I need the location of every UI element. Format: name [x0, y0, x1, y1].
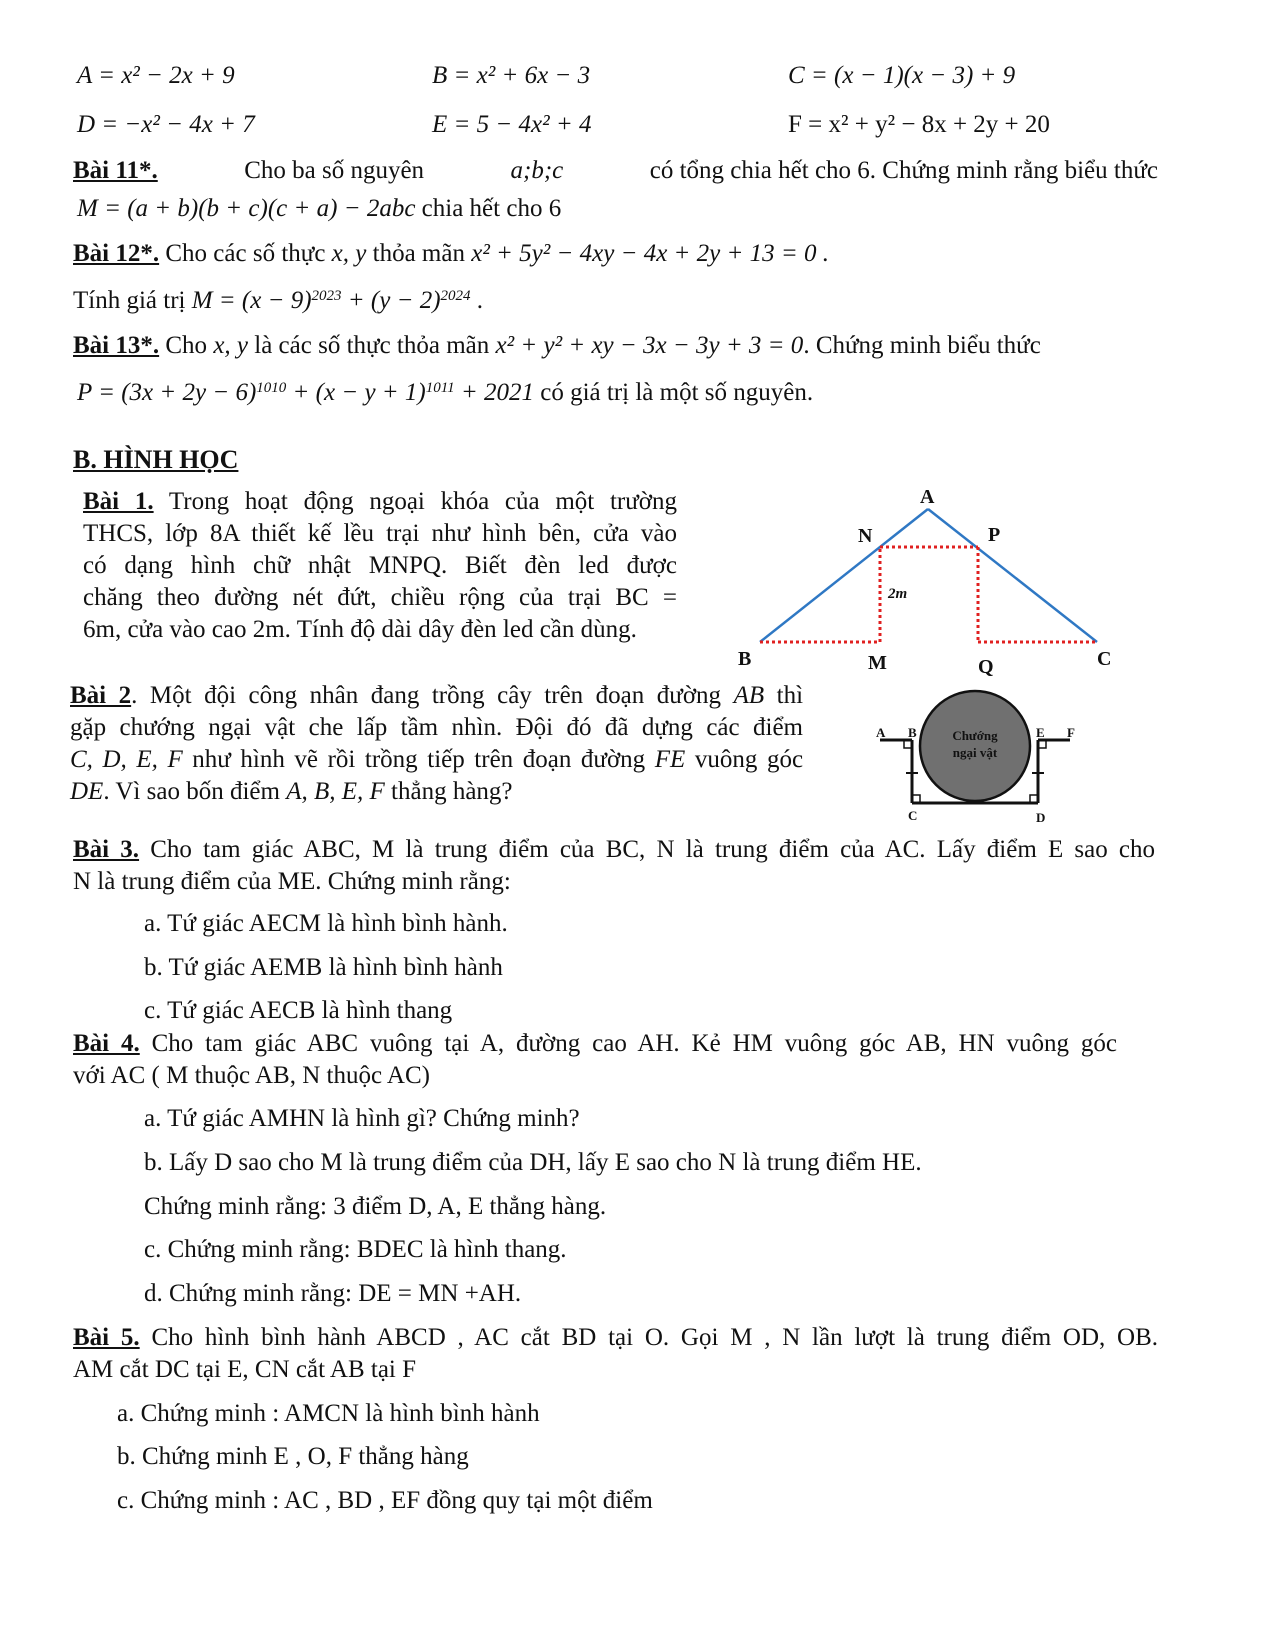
hh-bai2-line-4 — [70, 776, 803, 808]
hh-bai2-de: DE — [70, 778, 104, 805]
bai11-vars: a;b;c — [510, 157, 564, 184]
expression-d: D = −x² − 4x + 7 — [77, 111, 255, 138]
obstacle-label-1: Chướng — [952, 728, 998, 743]
hh-bai2-cdef: C, D, E, F — [70, 746, 183, 773]
bai12-text1: Cho các số thực — [165, 240, 326, 267]
obstacle-label-f: F — [1067, 725, 1075, 740]
hh-bai3-item-a: a. Tứ giác AECM là hình bình hành. — [144, 910, 508, 937]
tent-label-a: A — [920, 486, 935, 508]
hh-bai4-item-b2: Chứng minh rằng: 3 điểm D, A, E thẳng hàng. — [144, 1193, 607, 1220]
hh-bai2-text-4a: . Vì sao bốn điểm — [103, 778, 280, 805]
hh-bai4-item-a: a. Tứ giác AMHN là hình gì? Chứng minh? — [144, 1105, 580, 1132]
hh-bai5-item-c: c. Chứng minh : AC , BD , EF đồng quy tại một điểm — [117, 1487, 653, 1514]
bai13-exp1: 1010 — [256, 379, 287, 396]
hh-bai2-text-3a: như hình vẽ rồi trồng tiếp trên đoạn đường — [192, 746, 646, 773]
hh-bai1-line-2: THCS, lớp 8A thiết kế lều trại như hình bên, cửa vào — [83, 520, 677, 547]
bai12-exp1: 2023 — [311, 287, 342, 304]
tent-label-c: C — [1097, 648, 1112, 670]
bai11-text3: chia hết cho 6 — [421, 195, 562, 222]
hh-bai1-line-1 — [83, 486, 677, 518]
bai13-equation: x² + y² + xy − 3x − 3y + 3 = 0 — [495, 332, 804, 359]
bai11-line2 — [77, 196, 561, 221]
bai11-line1 — [73, 158, 1158, 183]
hh-bai1-line-5: 6m, cửa vào cao 2m. Tính độ dài dây đèn led cần dùng. — [83, 616, 637, 643]
hh-bai4-line-2: với AC ( M thuộc AB, N thuộc AC) — [73, 1062, 430, 1089]
obstacle-label-a: A — [876, 725, 886, 740]
obstacle-label-b: B — [908, 725, 917, 740]
bai12-vars: x, y — [331, 240, 367, 267]
bai12-formula-2: + (y − 2) — [347, 287, 441, 314]
obstacle-figure — [870, 685, 1090, 825]
hh-bai5-line-2: AM cắt DC tại E, CN cắt AB tại F — [73, 1356, 417, 1383]
bai12-text2: thỏa mãn — [372, 240, 465, 267]
hh-bai4-item-b: b. Lấy D sao cho M là trung điểm của DH, lấy E sao cho N là trung điểm HE. — [144, 1149, 922, 1176]
hh-bai2-paragraph — [70, 680, 803, 808]
expression-e: E = 5 − 4x² + 4 — [432, 111, 592, 138]
bai13-line2 — [77, 380, 813, 405]
bai12-equation: x² + 5y² − 4xy − 4x + 2y + 13 = 0 . — [471, 240, 830, 267]
hh-bai1-line-3: có dạng hình chữ nhật MNPQ. Biết đèn led được — [83, 552, 677, 579]
hh-bai3-text-1: Cho tam giác ABC, M là trung điểm của BC, N là trung điểm của AC. Lấy điểm E sao cho — [150, 836, 1156, 863]
obstacle-label-d: D — [1036, 810, 1046, 825]
hh-bai2-text-3b: vuông góc — [694, 746, 804, 773]
bai11-formula: M = (a + b)(b + c)(c + a) − 2abc — [77, 195, 416, 222]
bai11-text2: có tổng chia hết cho 6. Chứng minh rằng biểu thức — [649, 157, 1158, 184]
bai11-label: Bài 11*. — [73, 157, 158, 184]
bai13-text3: . Chứng minh biểu thức — [803, 332, 1041, 359]
tent-roof — [760, 509, 1097, 642]
hh-bai2-text-1a: . Một đội công nhân đang trồng cây trên đoạn đường — [131, 682, 722, 709]
hh-bai1-paragraph — [83, 486, 677, 646]
hh-bai4-paragraph — [73, 1028, 1117, 1092]
hh-bai5-line-1 — [73, 1322, 1158, 1354]
hh-bai4-item-c: c. Chứng minh rằng: BDEC là hình thang. — [144, 1236, 567, 1263]
hh-bai3-paragraph — [73, 834, 1155, 898]
expression-a: A = x² − 2x + 9 — [77, 62, 235, 89]
expression-b: B = x² + 6x − 3 — [432, 62, 591, 89]
bai13-formula-a: P = (3x + 2y − 6) — [77, 379, 257, 406]
hh-bai5-text-1: Cho hình bình hành ABCD , AC cắt BD tại O. Gọi M , N lần lượt là trung điểm OD, OB. — [151, 1324, 1159, 1351]
tent-label-q: Q — [978, 656, 994, 678]
hh-bai3-line-2: N là trung điểm của ME. Chứng minh rằng: — [73, 868, 511, 895]
tent-label-m: M — [868, 652, 887, 674]
tent-figure — [730, 483, 1120, 683]
bai13-formula-c: + 2021 — [460, 379, 534, 406]
bai13-exp2: 1011 — [425, 379, 455, 396]
bai13-text2: là các số thực thỏa mãn — [254, 332, 490, 359]
obstacle-label-2: ngại vật — [952, 745, 998, 760]
section-b-heading: B. HÌNH HỌC — [73, 445, 239, 474]
hh-bai3-item-b: b. Tứ giác AEMB là hình bình hành — [144, 954, 503, 981]
bai12-label: Bài 12*. — [73, 240, 160, 267]
hh-bai3-line-1 — [73, 834, 1155, 866]
obstacle-label-e: E — [1036, 725, 1045, 740]
roof-right-edge — [928, 509, 1097, 642]
hh-bai2-line-2: gặp chướng ngại vật che lấp tầm nhìn. Đội đó đã dựng các điểm — [70, 714, 803, 741]
hh-bai4-line-1 — [73, 1028, 1117, 1060]
bai13-vars: x, y — [213, 332, 249, 359]
hh-bai3-label: Bài 3. — [73, 836, 140, 863]
hh-bai4-text-1: Cho tam giác ABC vuông tại A, đường cao AH. Kẻ HM vuông góc AB, HN vuông góc — [151, 1030, 1117, 1057]
tent-label-b: B — [738, 648, 752, 670]
bai12-line1 — [73, 241, 829, 266]
expression-f: F = x² + y² − 8x + 2y + 20 — [788, 111, 1050, 138]
hh-bai4-label: Bài 4. — [73, 1030, 140, 1057]
hh-bai5-paragraph — [73, 1322, 1158, 1386]
hh-bai2-fe: FE — [654, 746, 686, 773]
hh-bai2-text-1b: thì — [776, 682, 804, 709]
expression-c: C = (x − 1)(x − 3) + 9 — [788, 62, 1016, 89]
hh-bai2-line-1 — [70, 680, 803, 712]
hh-bai2-label: Bài 2 — [70, 682, 132, 709]
hh-bai5-item-b: b. Chứng minh E , O, F thẳng hàng — [117, 1443, 469, 1470]
bai12-exp2: 2024 — [440, 287, 471, 304]
tent-height-label: 2m — [888, 586, 908, 602]
bai12-end: . — [476, 287, 484, 314]
bai12-line2 — [73, 288, 483, 313]
tent-label-n: N — [858, 525, 873, 547]
bai11-text1: Cho ba số nguyên — [244, 157, 425, 184]
hh-bai3-item-c: c. Tứ giác AECB là hình thang — [144, 997, 453, 1024]
hh-bai2-line-3 — [70, 744, 803, 776]
hh-bai1-text-1: Trong hoạt động ngoại khóa của một trường — [168, 488, 677, 515]
bai13-text4: có giá trị là một số nguyên. — [540, 379, 814, 406]
bai13-formula-b: + (x − y + 1) — [292, 379, 426, 406]
obstacle-label-c: C — [908, 808, 918, 823]
tent-label-p: P — [988, 524, 1001, 546]
hh-bai5-item-a: a. Chứng minh : AMCN là hình bình hành — [117, 1400, 540, 1427]
bai13-label: Bài 13*. — [73, 332, 160, 359]
roof-left-edge — [760, 509, 928, 642]
hh-bai1-line-4: chăng theo đường nét đứt, chiều rộng của trại BC = — [83, 584, 677, 611]
bai13-line1 — [73, 333, 1041, 358]
bai12-formula-1: M = (x − 9) — [191, 287, 312, 314]
hh-bai2-text-4b: thẳng hàng? — [391, 778, 513, 805]
led-string — [760, 547, 1097, 642]
hh-bai1-label: Bài 1. — [83, 488, 154, 515]
hh-bai2-abef: A, B, E, F — [286, 778, 385, 805]
hh-bai2-ab: AB — [733, 682, 765, 709]
hh-bai4-item-d: d. Chứng minh rằng: DE = MN +AH. — [144, 1280, 522, 1307]
bai12-text3: Tính giá trị — [73, 287, 186, 314]
hh-bai5-label: Bài 5. — [73, 1324, 140, 1351]
bai13-text1: Cho — [165, 332, 208, 359]
